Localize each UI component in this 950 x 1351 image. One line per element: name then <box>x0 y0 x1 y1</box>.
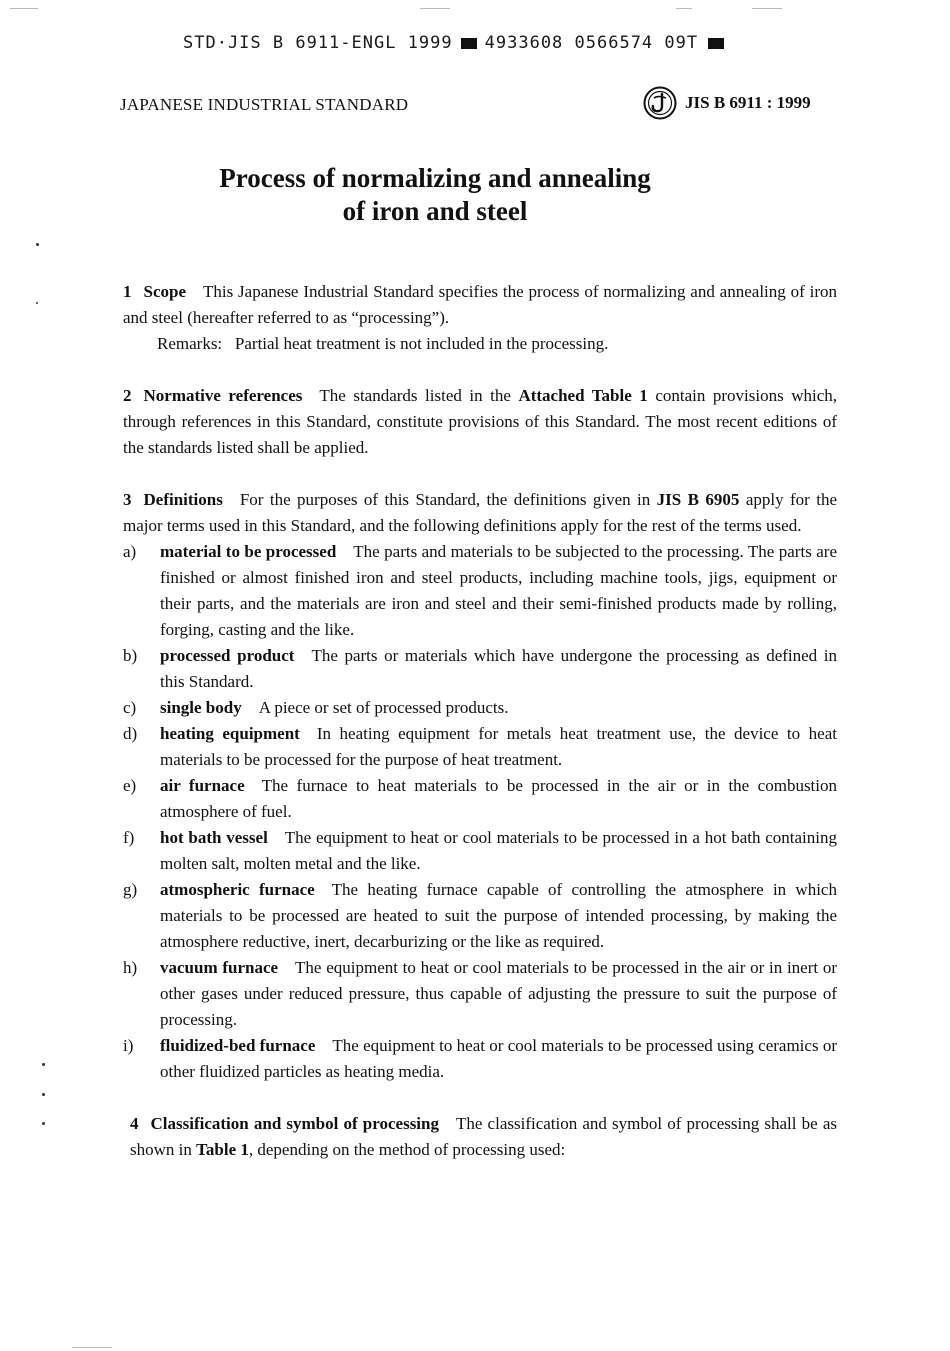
definition-marker: h) <box>123 958 138 977</box>
definition-text: The equipment to heat or cool materials to be processed using ceramics or other fluidized particles as heating media. <box>160 1036 838 1081</box>
definition-text: In heating equipment for metals heat treatment use, the device to heat materials to be processed for the purpose of heat treatment. <box>160 724 837 769</box>
definition-text: A piece or set of processed products. <box>258 698 509 717</box>
section-heading: Classification and symbol of processing <box>150 1114 439 1133</box>
section-definitions <box>123 487 837 1085</box>
definition-marker: b) <box>123 646 138 665</box>
definition-item <box>123 721 837 773</box>
definition-item <box>123 877 837 955</box>
definition-item <box>123 643 837 695</box>
block-mark <box>461 38 477 49</box>
definition-item <box>123 539 837 643</box>
section-classification <box>130 1111 837 1163</box>
document-code-b: 4933608 0566574 09T <box>484 33 699 53</box>
document-code-line <box>183 30 732 56</box>
block-mark <box>708 38 724 49</box>
definition-item <box>123 955 837 1033</box>
jis-b-6905-ref: JIS B 6905 <box>656 490 740 509</box>
section-number: 2 <box>123 386 132 405</box>
scope-text: This Japanese Industrial Standard specifies the process of normalizing and annealing of iron and steel (hereafter referred to as “processing”). <box>123 282 837 327</box>
document-title <box>0 162 870 228</box>
definition-marker: d) <box>123 724 138 743</box>
scope-remarks: Remarks: Partial heat treatment is not included in the processing. <box>157 334 609 353</box>
classification-paragraph <box>130 1111 837 1163</box>
standard-number: JIS B 6911 : 1999 <box>685 93 811 112</box>
classification-text-1: The classification and symbol of processing shall be as shown in <box>130 1114 837 1159</box>
definition-text: The equipment to heat or cool materials to be processed in the air or in inert or other gases under reduced pressure, thus capable of adjusting the pressure to suit the purpose of processing. <box>160 958 837 1029</box>
document-body <box>123 279 837 1163</box>
section-number: 3 <box>123 490 132 509</box>
attached-table-ref: Attached Table 1 <box>518 386 648 405</box>
document-code-a: STD·JIS B 6911-ENGL 1999 <box>183 33 453 53</box>
definition-marker: e) <box>123 776 137 795</box>
title-line-1: Process of normalizing and annealing <box>219 163 651 193</box>
standard-label: JAPANESE INDUSTRIAL STANDARD <box>120 95 409 114</box>
definition-item <box>123 1033 837 1085</box>
definition-text: The parts and materials to be subjected to the processing. The parts are finished or almost finished iron and steel products, including machine tools, jigs, equipment or their parts, and the materials are iron and steel and their semi-finished products made by rolling, forging, casting and the like. <box>160 542 837 639</box>
scope-paragraph <box>123 279 837 331</box>
definition-text: The heating furnace capable of controlling the atmosphere in which materials to be processed are heated to suit the purpose of intended processing, by making the atmosphere reductive, inert, decarburizing or the like as required. <box>160 880 837 951</box>
definition-term: material to be processed <box>160 542 337 561</box>
table-1-ref: Table 1 <box>196 1140 249 1159</box>
definition-item <box>123 695 837 721</box>
standard-number-block <box>643 86 811 120</box>
definitions-text-1: For the purposes of this Standard, the definitions given in <box>239 490 651 509</box>
definition-term: fluidized-bed furnace <box>160 1036 316 1055</box>
definition-marker: a) <box>123 542 137 561</box>
definition-term: vacuum furnace <box>160 958 279 977</box>
definition-list <box>123 539 837 1085</box>
section-heading: Definitions <box>143 490 223 509</box>
section-normative-references <box>123 383 837 461</box>
definition-term: hot bath vessel <box>160 828 268 847</box>
definition-text: The equipment to heat or cool materials to be processed in a hot bath containing molten salt, molten metal and the like. <box>160 828 838 873</box>
definition-marker: g) <box>123 880 138 899</box>
section-scope <box>123 279 837 357</box>
references-paragraph <box>123 383 837 461</box>
definition-term: atmospheric furnace <box>160 880 315 899</box>
classification-text-2: , depending on the method of processing used: <box>248 1140 566 1159</box>
definition-text: The furnace to heat materials to be processed in the air or in the combustion atmosphere of fuel. <box>160 776 838 821</box>
section-number: 1 <box>123 282 132 301</box>
section-heading: Scope <box>143 282 186 301</box>
section-heading: Normative references <box>143 386 303 405</box>
definition-item <box>123 825 837 877</box>
definition-item <box>123 773 837 825</box>
definition-marker: f) <box>123 828 135 847</box>
definition-term: processed product <box>160 646 295 665</box>
references-text-1: The standards listed in the <box>319 386 511 405</box>
definition-term: heating equipment <box>160 724 300 743</box>
references-text-2: contain provisions which, through references in this Standard, constitute provisions of this Standard. The most recent editions of the standards listed shall be applied. <box>123 386 838 457</box>
definition-marker: i) <box>123 1036 134 1055</box>
title-line-2: of iron and steel <box>342 196 528 226</box>
definition-marker: c) <box>123 698 137 717</box>
definitions-text-2: apply for the major terms used in this Standard, and the following definitions apply for the rest of the terms used. <box>123 490 838 535</box>
definition-term: single body <box>160 698 242 717</box>
definition-text: The parts or materials which have undergone the processing as defined in this Standard. <box>160 646 837 691</box>
section-number: 4 <box>130 1114 139 1133</box>
jis-mark-icon <box>643 86 677 120</box>
definitions-paragraph <box>123 487 837 539</box>
definition-term: air furnace <box>160 776 245 795</box>
